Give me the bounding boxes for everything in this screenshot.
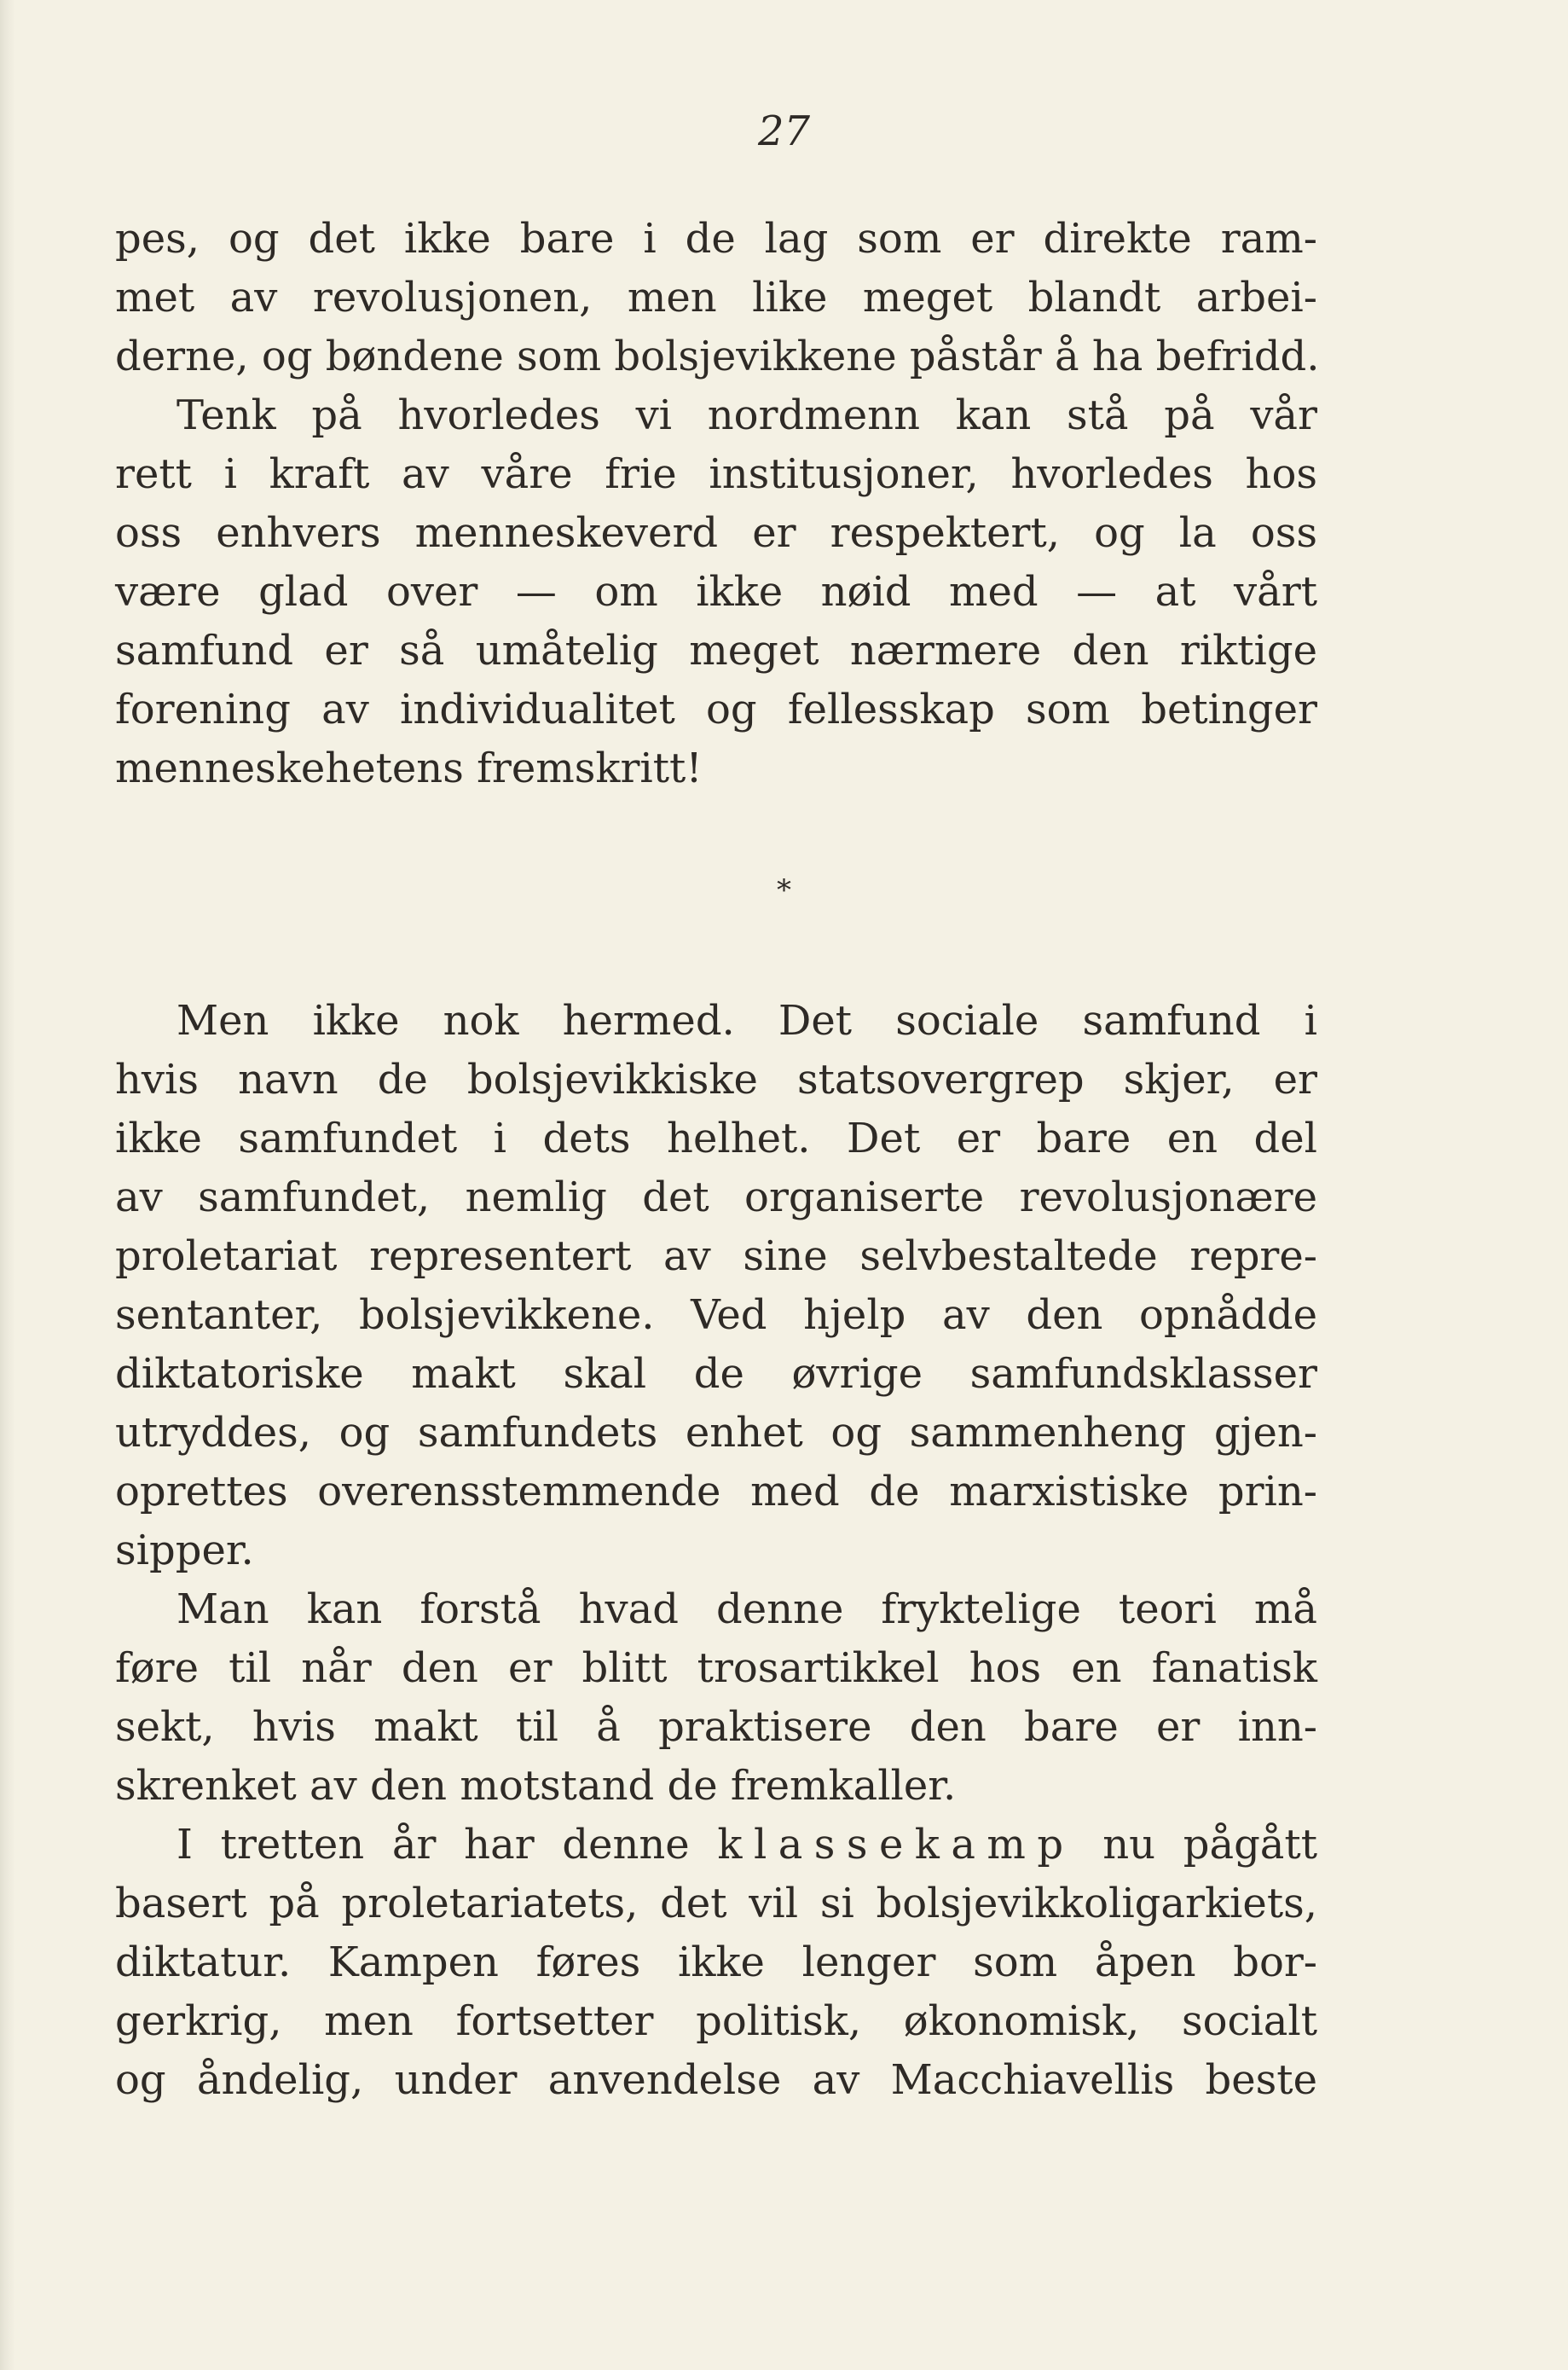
text-line: hvis navn de bolsjevikkiske statsovergrep skjer, er (115, 1056, 1317, 1104)
text-run: I tretten år har denne (176, 1821, 690, 1869)
text-line: proletariat representert av sine selvbestaltede repre- (115, 1232, 1317, 1280)
text-line: være glad over — om ikke nøid med — at vårt (115, 568, 1317, 616)
text-line: ikke samfundet i dets helhet. Det er bare en del (115, 1115, 1317, 1162)
section-separator-asterisk: * (777, 873, 791, 907)
page-number: 27 (757, 107, 811, 155)
text-line: samfund er så umåtelig meget nærmere den riktige (115, 627, 1317, 675)
text-line-final: sipper. (115, 1527, 254, 1574)
text-line: diktatur. Kampen føres ikke lenger som åpen bor- (115, 1938, 1317, 1986)
text-run: nu pågått (1102, 1821, 1317, 1869)
text-block-one (115, 210, 1320, 798)
text-block-two (115, 992, 1317, 2110)
text-line-final: skrenket av den motstand de fremkaller. (115, 1762, 957, 1810)
text-line: sekt, hvis makt til å praktisere den bare er inn- (115, 1703, 1317, 1751)
text-line: føre til når den er blitt trosartikkel hos en fanatisk (115, 1644, 1317, 1692)
text-line: gerkrig, men fortsetter politisk, økonomisk, socialt (115, 1997, 1317, 2045)
text-line: basert på proletariatets, det vil si bolsjevikkoligarkiets, (115, 1880, 1317, 1927)
text-line: av samfundet, nemlig det organiserte revolusjonære (115, 1173, 1317, 1221)
paragraph-start-line: Tenk på hvorledes vi nordmenn kan stå på vår (176, 391, 1317, 439)
paragraph-start-line (115, 1816, 1317, 1875)
text-line: sentanter, bolsjevikkene. Ved hjelp av den opnådde (115, 1291, 1317, 1339)
paragraph-start-line: Man kan forstå hvad denne fryktelige teori må (176, 1585, 1317, 1633)
page-edge-shadow (0, 0, 15, 2370)
text-line: oss enhvers menneskeverd er respektert, og la oss (115, 509, 1317, 557)
text-line: pes, og det ikke bare i de lag som er direkte ram- (115, 215, 1317, 263)
text-line: og åndelig, under anvendelse av Macchiavellis beste (115, 2056, 1317, 2104)
text-line: utryddes, og samfundets enhet og sammenheng gjen- (115, 1409, 1317, 1457)
text-line: forening av individualitet og fellesskap som betinger (115, 686, 1317, 733)
text-line: met av revolusjonen, men like meget blandt arbei- (115, 274, 1317, 322)
text-line: oprettes overensstemmende med de marxistiske prin- (115, 1468, 1317, 1515)
paragraph-start-line: Men ikke nok hermed. Det sociale samfund i (176, 997, 1317, 1045)
spaced-emphasis-word: klassekamp (717, 1821, 1075, 1869)
text-line: diktatoriske makt skal de øvrige samfundsklasser (115, 1350, 1317, 1398)
text-line-final: menneskehetens fremskritt! (115, 745, 703, 792)
text-line: derne, og bøndene som bolsjevikkene påstår å ha befridd. (115, 333, 1320, 380)
text-line: rett i kraft av våre frie institusjoner, hvorledes hos (115, 450, 1317, 498)
